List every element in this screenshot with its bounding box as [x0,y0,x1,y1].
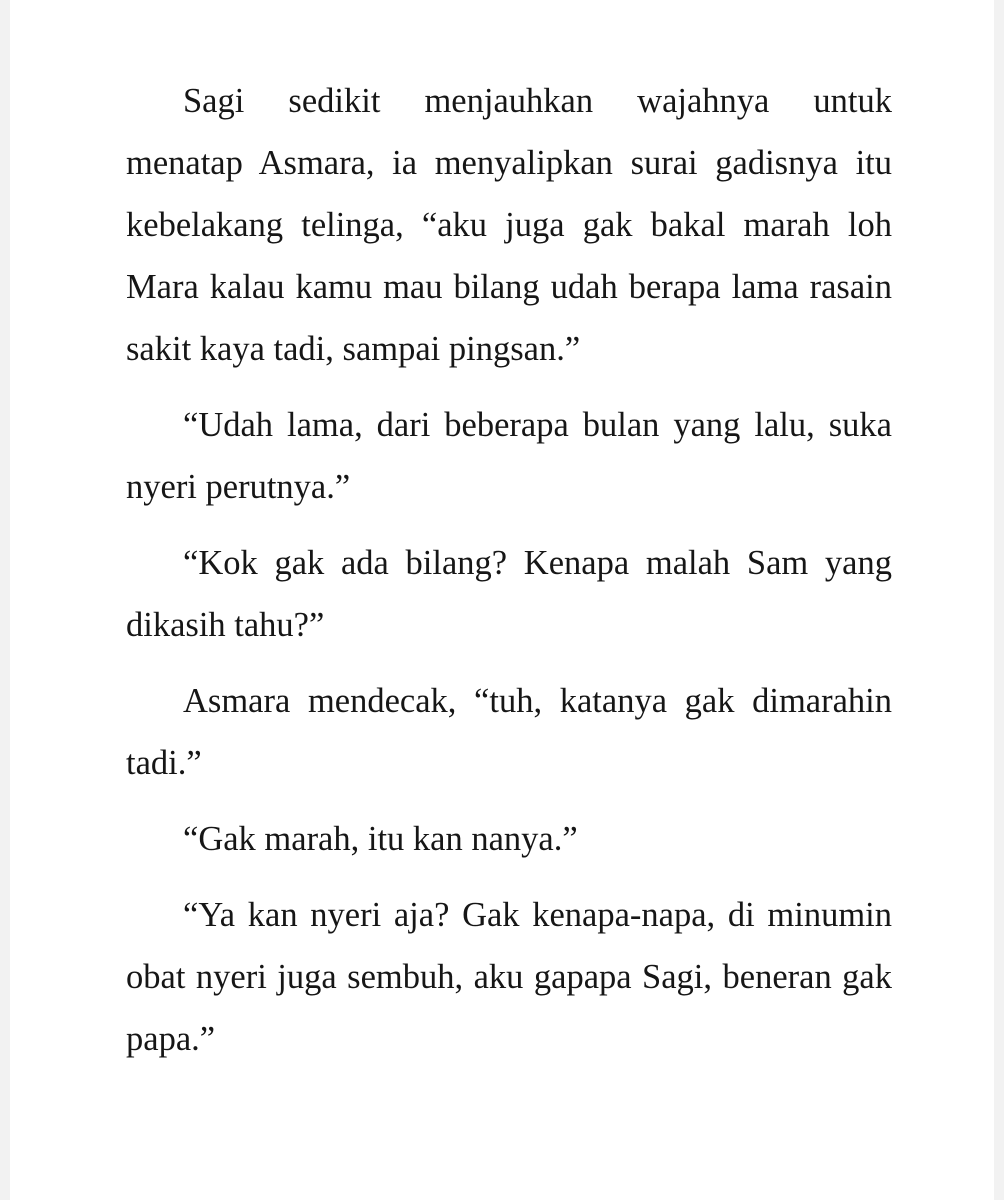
paragraph-6 [126,896,892,1082]
text-line: Asmara mendecak, “tuh, katanya gak dimarahin [183,682,892,720]
paragraph-3 [126,544,892,668]
text-line: “Udah lama, dari beberapa bulan yang lalu, suka [183,406,892,444]
text-line: dikasih tahu?” [126,606,325,644]
text-line: “Gak marah, itu kan nanya.” [183,820,578,858]
paragraph-1 [126,82,892,392]
text-line: Mara kalau kamu mau bilang udah berapa lama rasain [126,268,892,306]
paragraph-2 [126,406,892,530]
text-line: Sagi sedikit menjauhkan wajahnya untuk [183,82,892,120]
text-line: papa.” [126,1020,216,1058]
text-line: obat nyeri juga sembuh, aku gapapa Sagi, beneran gak [126,958,892,996]
text-line: kebelakang telinga, “aku juga gak bakal marah loh [126,206,892,244]
paragraph-5 [126,820,892,882]
story-text [126,82,892,1082]
text-line: tadi.” [126,744,202,782]
text-line: nyeri perutnya.” [126,468,351,506]
text-line: “Kok gak ada bilang? Kenapa malah Sam yang [183,544,892,582]
text-line: menatap Asmara, ia menyalipkan surai gadisnya itu [126,144,892,182]
document-page [10,0,994,1200]
text-line: “Ya kan nyeri aja? Gak kenapa-napa, di minumin [183,896,892,934]
paragraph-4 [126,682,892,806]
text-line: sakit kaya tadi, sampai pingsan.” [126,330,581,368]
